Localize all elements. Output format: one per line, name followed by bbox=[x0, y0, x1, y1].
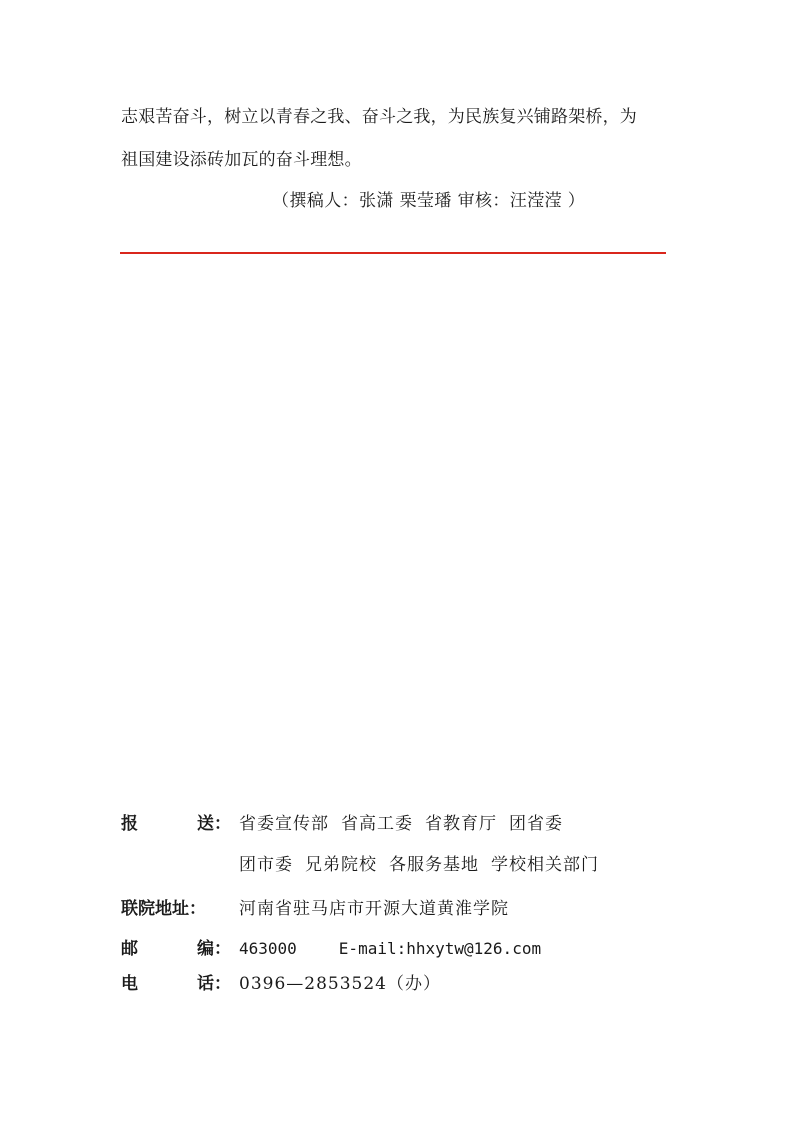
postcode-value: 463000 bbox=[239, 939, 297, 958]
phone-value: 0396—2853524（办） bbox=[239, 974, 441, 994]
author-credit: （撰稿人：张潇 栗莹璠 审核：汪滢滢 ） bbox=[272, 191, 586, 211]
postcode-label: 邮 编： bbox=[121, 939, 231, 959]
red-divider-line bbox=[120, 252, 666, 254]
address-value: 河南省驻马店市开源大道黄淮学院 bbox=[239, 899, 509, 919]
email-value: E-mail:hhxytw@126.com bbox=[338, 939, 542, 958]
recipient-item: 省高工委 bbox=[341, 814, 413, 834]
body-text-line-2: 祖国建设添砖加瓦的奋斗理想。 bbox=[121, 150, 362, 170]
report-to-label: 报 送： bbox=[121, 814, 231, 834]
recipient-item: 各服务基地 bbox=[389, 855, 479, 875]
recipient-item: 学校相关部门 bbox=[491, 855, 599, 875]
recipient-item: 兄弟院校 bbox=[305, 855, 377, 875]
report-to-list-2 bbox=[239, 853, 599, 877]
recipient-item: 团省委 bbox=[509, 814, 563, 834]
phone-label: 电 话： bbox=[121, 974, 231, 994]
postcode-email bbox=[239, 937, 541, 961]
body-text-line-1: 志艰苦奋斗，树立以青春之我、奋斗之我，为民族复兴铺路架桥，为 bbox=[121, 107, 637, 127]
recipient-item: 省教育厅 bbox=[425, 814, 497, 834]
report-to-list-1 bbox=[239, 812, 563, 836]
recipient-item: 团市委 bbox=[239, 855, 293, 875]
address-label: 联院地址： bbox=[121, 899, 206, 919]
recipient-item: 省委宣传部 bbox=[239, 814, 329, 834]
